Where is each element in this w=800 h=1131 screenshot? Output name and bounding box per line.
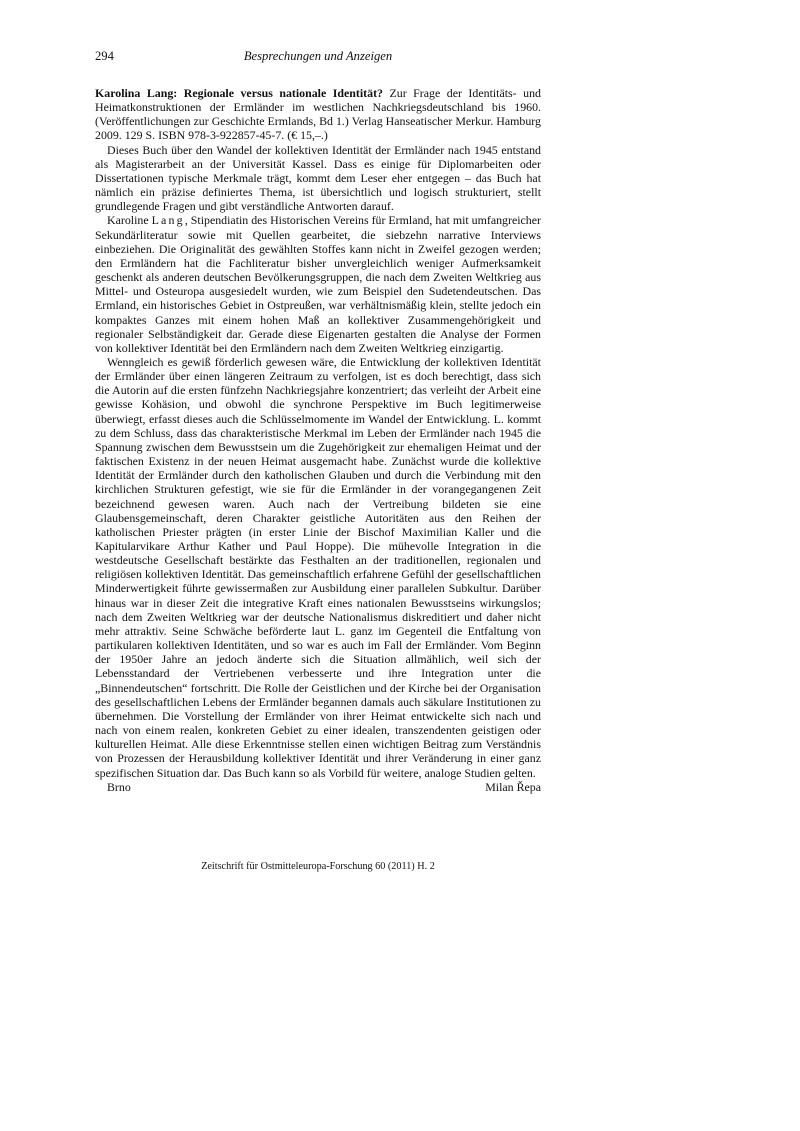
journal-footer: Zeitschrift für Ostmitteleuropa-Forschung 60 (2011) H. 2 <box>201 861 435 872</box>
bibliographic-details: Zur Frage der Identitäts- und Heimatkonstruktionen der Ermländer im westlichen Nachkriegsdeutschland bis 1960. (Veröffentlichungen zur Geschichte Ermlands, Bd 1.) Verlag Hanseatischer Merkur. Hamburg 2009. 129 S. ISBN 978-3-922857-45-7. (€ 15,–.) <box>95 86 541 143</box>
paragraph-2 <box>95 213 541 355</box>
section-title: Besprechungen und Anzeigen <box>243 49 393 63</box>
bibliographic-entry <box>95 86 541 143</box>
author-first-name: Karoline <box>107 213 152 228</box>
paragraph-3: Wenngleich es gewiß förderlich gewesen wäre, die Entwicklung der kollektiven Identität der Ermländer über einen längeren Zeitraum zu verfolgen, ist es doch berechtigt, dass sich die Autorin auf die ersten fünfzehn Nachkriegsjahre konzentriert; das verleiht der Arbeit eine gewisse Kohäsion, und obwohl die synchrone Perspektive im Buch legitimerweise überwiegt, erfasst dieses auch die Schlüsselmomente im Wandel der Entwicklung. L. kommt zu dem Schluss, dass das charakteristische Merkmal im Leben der Ermländer nach 1945 die Spannung zwischen dem Bewusstsein um die Zugehörigkeit zur ehemaligen Heimat und der faktischen Existenz in der neuen Heimat ausgemacht habe. Zunächst wurde die kollektive Identität der Ermländer durch den katholischen Glauben und durch die Verbindung mit den kirchlichen Strukturen gefestigt, wie sie für die Ermländer in der vorangegangenen Zeit bezeichnend gewesen waren. Auch nach der Vertreibung bildeten sie eine Glaubensgemeinschaft, deren Charakter geistliche Autoritäten aus den Reihen der katholischen Priester prägten (in erster Linie der Bischof Maximilian Kaller und die Kapitularvikare Arthur Kather und Paul Hoppe). Die mühevolle Integration in die westdeutsche Gesellschaft bestärkte das Festhalten an der traditionellen, regionalen und religiösen kollektiven Identität. Das gemeinschaftlich erfahrene Gefühl der gesellschaftlichen Minderwertigkeit führte gewissermaßen zur Ausbildung einer parallelen Subkultur. Darüber hinaus war in dieser Zeit die integrative Kraft eines nationalen Bewusstseins wirkungslos; nach dem Zweiten Weltkrieg war der deutsche Nationalismus diskreditiert und daher nicht mehr attraktiv. Seine Schwäche beförderte laut L. ganz im Gegenteil die Entfaltung von partikularen kollektiven Identitäten, und so war es auch im Fall der Ermländer. Vom Beginn der 1950er Jahre an jedoch änderte sich die Situation allmählich, weil sich der Lebensstandard der Vertriebenen verbesserte und ihre Integration unter die „Binnendeutschen“ fortschritt. Die Rolle der Geistlichen und der Kirche bei der Organisation des gesellschaftlichen Lebens der Ermländer begannen damals auch säkulare Institutionen zu übernehmen. Die Vorstellung der Ermländer von ihrer Heimat entwickelte sich nach und nach von einem realen, konkreten Gebiet zu einer idealen, transzendenten geistigen oder kulturellen Heimat. Alle diese Erkenntnisse stellen einen wichtigen Beitrag zum Verständnis von Prozessen der Herausbildung kollektiver Identität und ihrer Veränderung in einer ganz spezifischen Situation dar. Das Buch kann so als Vorbild für weitere, analoge Studien gelten. <box>95 354 541 780</box>
paragraph-1: Dieses Buch über den Wandel der kollektiven Identität der Ermländer nach 1945 entstand als Magisterarbeit an der Universität Kassel. Dass es einige für Diplomarbeiten oder Dissertationen typische Merkmale trägt, kommt dem Leser eher entgegen – das Buch hat nämlich ein präzise definiertes Thema, ist übersichtlich und logisch strukturiert, stellt grundlegende Fragen und gibt verständliche Antworten darauf. <box>95 142 541 214</box>
review-place: Brno <box>107 779 131 794</box>
reviewer-name: Milan Řepa <box>485 779 541 794</box>
page-number: 294 <box>95 49 114 63</box>
running-head <box>95 49 541 65</box>
book-title: Karolina Lang: Regionale versus nationale Identität? <box>95 86 383 100</box>
review-article <box>95 86 541 794</box>
paragraph-2-text: , Stipendiatin des Historischen Vereins für Ermland, hat mit umfangreicher Sekundärliteratur sowie mit Quellen gearbeitet, die siebzehn narrative Interviews einbeziehen. Die Originalität des gewählten Stoffes kann nicht in Zweifel gezogen werden; den Ermländern hat die Fachliteratur bisher unvergleichlich weniger Aufmerksamkeit geschenkt als anderen deutschen Bevölkerungsgruppen, die nach dem Zweiten Weltkrieg aus Mittel- und Osteuropa ausgesiedelt wurden, wie zum Beispiel den Sudetendeutschen. Das Ermland, ein historisches Gebiet in Ostpreußen, war verhältnismäßig klein, stellte jedoch ein kompaktes Ganzes mit einem hohen Maß an kollektiver Zusammengehörigkeit und regionaler Selbständigkeit dar. Gerade diese Eigenarten gestalten die Analyse der Formen von kollektiver Identität bei den Ermländern nach dem Zweiten Weltkrieg einzigartig. <box>95 213 541 355</box>
signature-line <box>95 780 541 794</box>
author-surname-spaced: Lang <box>151 213 185 228</box>
